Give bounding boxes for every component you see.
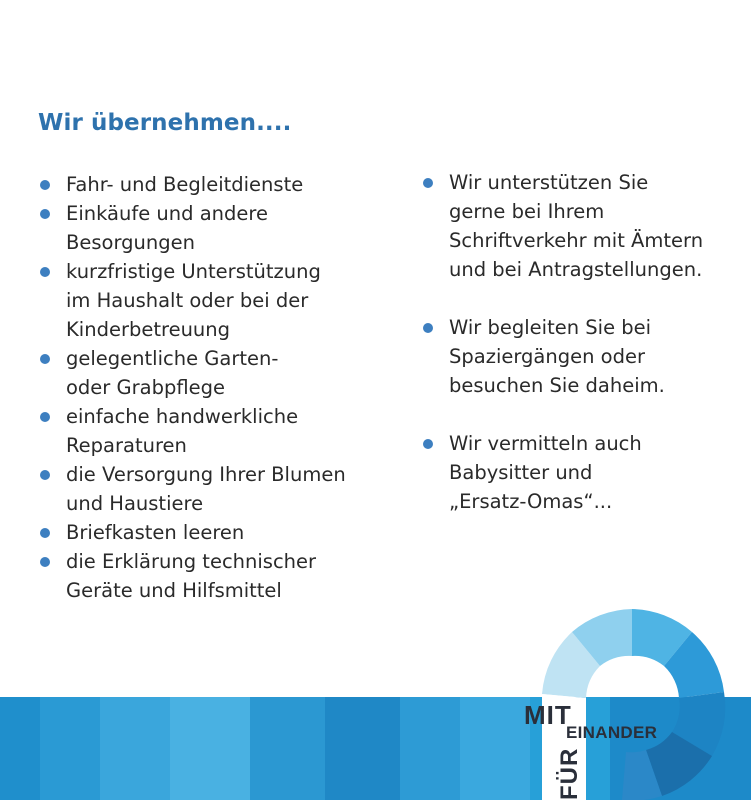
page-heading: Wir übernehmen....: [38, 110, 292, 136]
bullet-icon: [423, 439, 433, 449]
bullet-icon: [423, 178, 433, 188]
logo-text-einander: EINANDER: [566, 723, 658, 742]
bullet-icon: [40, 180, 50, 190]
list-item: Briefkasten leeren: [40, 518, 370, 547]
bullet-icon: [40, 412, 50, 422]
list-item: Wir unterstützen Sie gerne bei Ihrem Schriftverkehr mit Ämtern und bei Antragstellungen.: [423, 168, 723, 284]
list-item: die Erklärung technischer Geräte und Hilfsmittel: [40, 547, 370, 605]
bullet-icon: [40, 267, 50, 277]
logo-text-mit: MIT: [524, 700, 572, 730]
bullet-icon: [40, 470, 50, 480]
logo-text-fuer: FÜR: [556, 747, 583, 800]
band-segment: [400, 697, 460, 800]
list-item: gelegentliche Garten- oder Grabpflege: [40, 344, 370, 402]
bullet-icon: [40, 557, 50, 567]
list-item: Wir begleiten Sie bei Spaziergängen oder besuchen Sie daheim.: [423, 313, 723, 400]
list-item: die Versorgung Ihrer Blumen und Haustiere: [40, 460, 370, 518]
band-segment: [40, 697, 100, 800]
band-segment: [325, 697, 400, 800]
band-segment: [250, 697, 325, 800]
bullet-icon: [40, 354, 50, 364]
list-item: einfache handwerkliche Reparaturen: [40, 402, 370, 460]
list-item: Einkäufe und andere Besorgungen: [40, 199, 370, 257]
list-item: kurzfristige Unterstützung im Haushalt oder bei der Kinderbetreuung: [40, 257, 370, 344]
band-segment: [170, 697, 250, 800]
list-item: Wir vermitteln auch Babysitter und „Ersatz-Omas“...: [423, 429, 723, 516]
bullet-icon: [40, 209, 50, 219]
list-item: Fahr- und Begleitdienste: [40, 170, 370, 199]
bullet-icon: [40, 528, 50, 538]
services-list-right: [423, 168, 723, 516]
bullet-icon: [423, 323, 433, 333]
band-segment: [0, 697, 40, 800]
services-list-left: [40, 170, 370, 605]
band-segment: [100, 697, 170, 800]
